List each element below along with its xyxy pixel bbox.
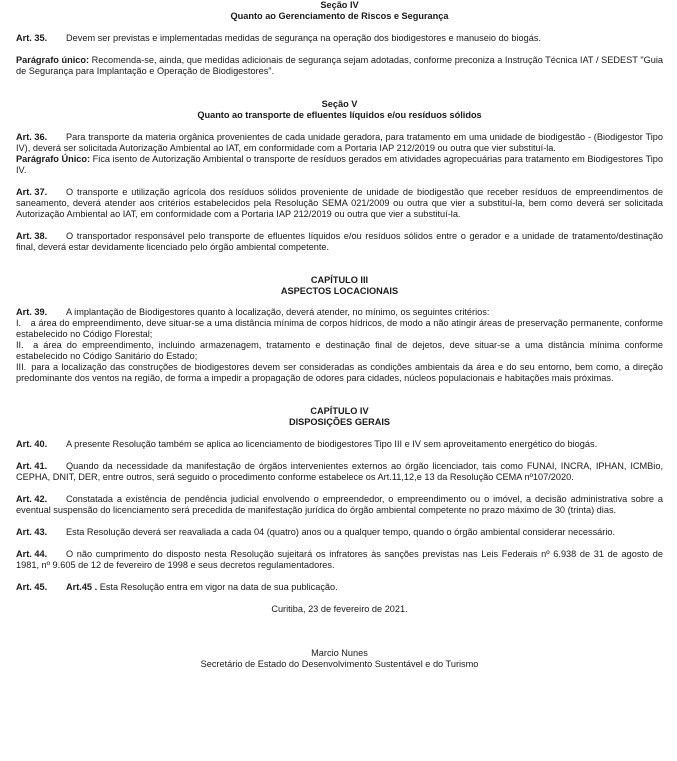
article-text: A presente Resolução também se aplica ao licenciamento de biodigestores Tipo III e IV sem aproveitamento energético do biogás. bbox=[66, 439, 598, 449]
article-44 bbox=[16, 549, 663, 571]
article-label: Art. 40. bbox=[16, 439, 48, 449]
item-text: a área do empreendimento, deve situar-se a uma distância mínima de corpos hídricos, de modo a não atingir áreas de preservação permanente, conforme estabelecido no Código Florestal; bbox=[16, 318, 663, 339]
article-35 bbox=[16, 33, 663, 44]
item-number: III. bbox=[16, 362, 27, 372]
article-label: Art. 43. bbox=[16, 527, 48, 537]
paragraph-text: Recomenda-se, ainda, que medidas adicionais de segurança sejam adotadas, conforme preconiza a Instrução Técnica IAT / SEDEST "Guia de Segurança para Implantação e Operação de Biodigestores". bbox=[16, 55, 663, 76]
article-text: Quando da necessidade da manifestação de órgãos intervenientes externos ao órgão licenciador, tais como FUNAI, INCRA, IPHAN, ICMBio, CEPHA, DNIT, DER, entre outros, será seguido o procedimento conforme estabelece os Art.11,12,e 13 da Resolução CEMA nº107/2020. bbox=[16, 461, 663, 482]
chapter-subtitle: ASPECTOS LOCACIONAIS bbox=[280, 286, 399, 296]
item-number: II. bbox=[16, 340, 24, 350]
section-iv-heading bbox=[16, 0, 663, 22]
article-label: Art. 36. bbox=[16, 132, 48, 142]
article-43 bbox=[16, 527, 663, 538]
article-text: Devem ser previstas e implementadas medidas de segurança na operação dos biodigestores e manuseio do biogás. bbox=[66, 33, 541, 43]
chapter-title: CAPÍTULO III bbox=[310, 275, 369, 285]
article-41 bbox=[16, 461, 663, 483]
document-date: Curitiba, 23 de fevereiro de 2021. bbox=[271, 604, 408, 614]
paragraph-text: Fica isento de Autorização Ambiental o transporte de resíduos gerados em atividades agropecuárias para tratamento em Biodigestores Tipo IV. bbox=[16, 154, 663, 175]
article-39-item-2 bbox=[16, 340, 663, 362]
article-45 bbox=[16, 582, 663, 593]
article-label: Art. 44. bbox=[16, 549, 48, 559]
article-40 bbox=[16, 439, 663, 450]
chapter-iii-heading bbox=[16, 275, 663, 297]
article-39-item-3 bbox=[16, 362, 663, 384]
chapter-iv-heading bbox=[16, 406, 663, 428]
item-number: I. bbox=[16, 318, 22, 328]
chapter-subtitle: DISPOSIÇÕES GERAIS bbox=[288, 417, 391, 427]
article-label: Art. 35. bbox=[16, 33, 48, 43]
article-label: Art. 42. bbox=[16, 494, 48, 504]
article-text: Constatada a existência de pendência judicial envolvendo o empreendedor, o empreendimento ou o imóvel, a decisão administrativa sobre a eventual suspensão do licenciamento será precedida de manifestação jurídica do órgão ambiental competente no prazo máximo de 30 (trinta) dias. bbox=[16, 494, 663, 515]
signatory-role: Secretário de Estado do Desenvolvimento Sustentável e do Turismo bbox=[200, 659, 479, 669]
article-label: Art. 38. bbox=[16, 231, 48, 241]
paragrafo-unico-2 bbox=[16, 154, 663, 176]
article-text: Para transporte da materia orgânica provenientes de cada unidade geradora, para tratamento em uma unidade de biodigestão - (Biodigestor Tipo IV), deverá ser solicitada Autorização Ambiental ao IAT, em conformidade com a Portaria IAP 212/2019 ou outra que vier substituí-la. bbox=[16, 132, 663, 153]
section-title: Seção V bbox=[321, 99, 358, 109]
article-text: O não cumprimento do disposto nesta Resolução sujeitará os infratores às sanções previstas nas Leis Federais nº 6.938 de 31 de agosto de 1981, nº 9.605 de 12 de fevereiro de 1998 e seus decretos regulamentadores. bbox=[16, 549, 663, 570]
article-label: Art. 39. bbox=[16, 307, 48, 317]
item-text: a área do empreendimento, incluindo armazenagem, tratamento e destinação final de dejetos, deve situar-se a uma distância mínima conforme estabelecido no Código Sanitário do Estado; bbox=[16, 340, 663, 361]
article-42 bbox=[16, 494, 663, 516]
paragraph-label: Parágrafo Único: bbox=[16, 154, 91, 164]
item-text: para a localização das construções de biodigestores devem ser consideradas as condições ambientais da área e do seu entorno, bem como, a direção predominante dos ventos na região, de forma a impedir a propagação de odores para cidades, núcleos populacionais e habitações mais próximas. bbox=[16, 362, 663, 383]
signatory-name: Marcio Nunes bbox=[311, 648, 368, 658]
article-text: O transportador responsável pelo transporte de efluentes líquidos e/ou resíduos sólidos entre o gerador e a unidade de tratamento/destinação final, deverá estar devidamente licenciado pelo órgão ambiental competente. bbox=[16, 231, 663, 252]
article-38 bbox=[16, 231, 663, 253]
article-37 bbox=[16, 187, 663, 220]
article-36 bbox=[16, 132, 663, 154]
article-text: A implantação de Biodigestores quanto à localização, deverá atender, no mínimo, os seguintes critérios: bbox=[66, 307, 490, 317]
section-title: Seção IV bbox=[320, 0, 359, 10]
article-label: Art. 45. bbox=[16, 582, 48, 592]
section-v-heading bbox=[16, 99, 663, 121]
chapter-title: CAPÍTULO IV bbox=[310, 406, 369, 416]
section-subtitle: Quanto ao transporte de efluentes líquidos e/ou resíduos sólidos bbox=[197, 110, 482, 120]
article-39-item-1 bbox=[16, 318, 663, 340]
article-39 bbox=[16, 307, 663, 318]
article-inner-label: Art.45 . bbox=[66, 582, 98, 592]
paragraph-label: Parágrafo único: bbox=[16, 55, 90, 65]
paragrafo-unico-1 bbox=[16, 55, 663, 77]
article-label: Art. 41. bbox=[16, 461, 48, 471]
article-label: Art. 37. bbox=[16, 187, 48, 197]
article-text: Esta Resolução deverá ser reavaliada a cada 04 (quatro) anos ou a qualquer tempo, quando o órgão ambiental considerar necessário. bbox=[66, 527, 616, 537]
article-text: Esta Resolução entra em vigor na data de sua publicação. bbox=[97, 582, 338, 592]
article-text: O transporte e utilização agrícola dos resíduos sólidos proveniente de unidade de biodigestão que receber resíduos de empreendimentos de saneamento, deverá atender aos critérios estabelecidos pela Resolução SEMA 021/2009 ou outra que vier a substituí-la, bem como deverá ser solicitada Autorização Ambiental ao IAT, em conformidade com a Portaria IAP 212/2019 ou outra que vier a substituí-la. bbox=[16, 187, 663, 219]
section-subtitle: Quanto ao Gerenciamento de Riscos e Segurança bbox=[230, 11, 449, 21]
